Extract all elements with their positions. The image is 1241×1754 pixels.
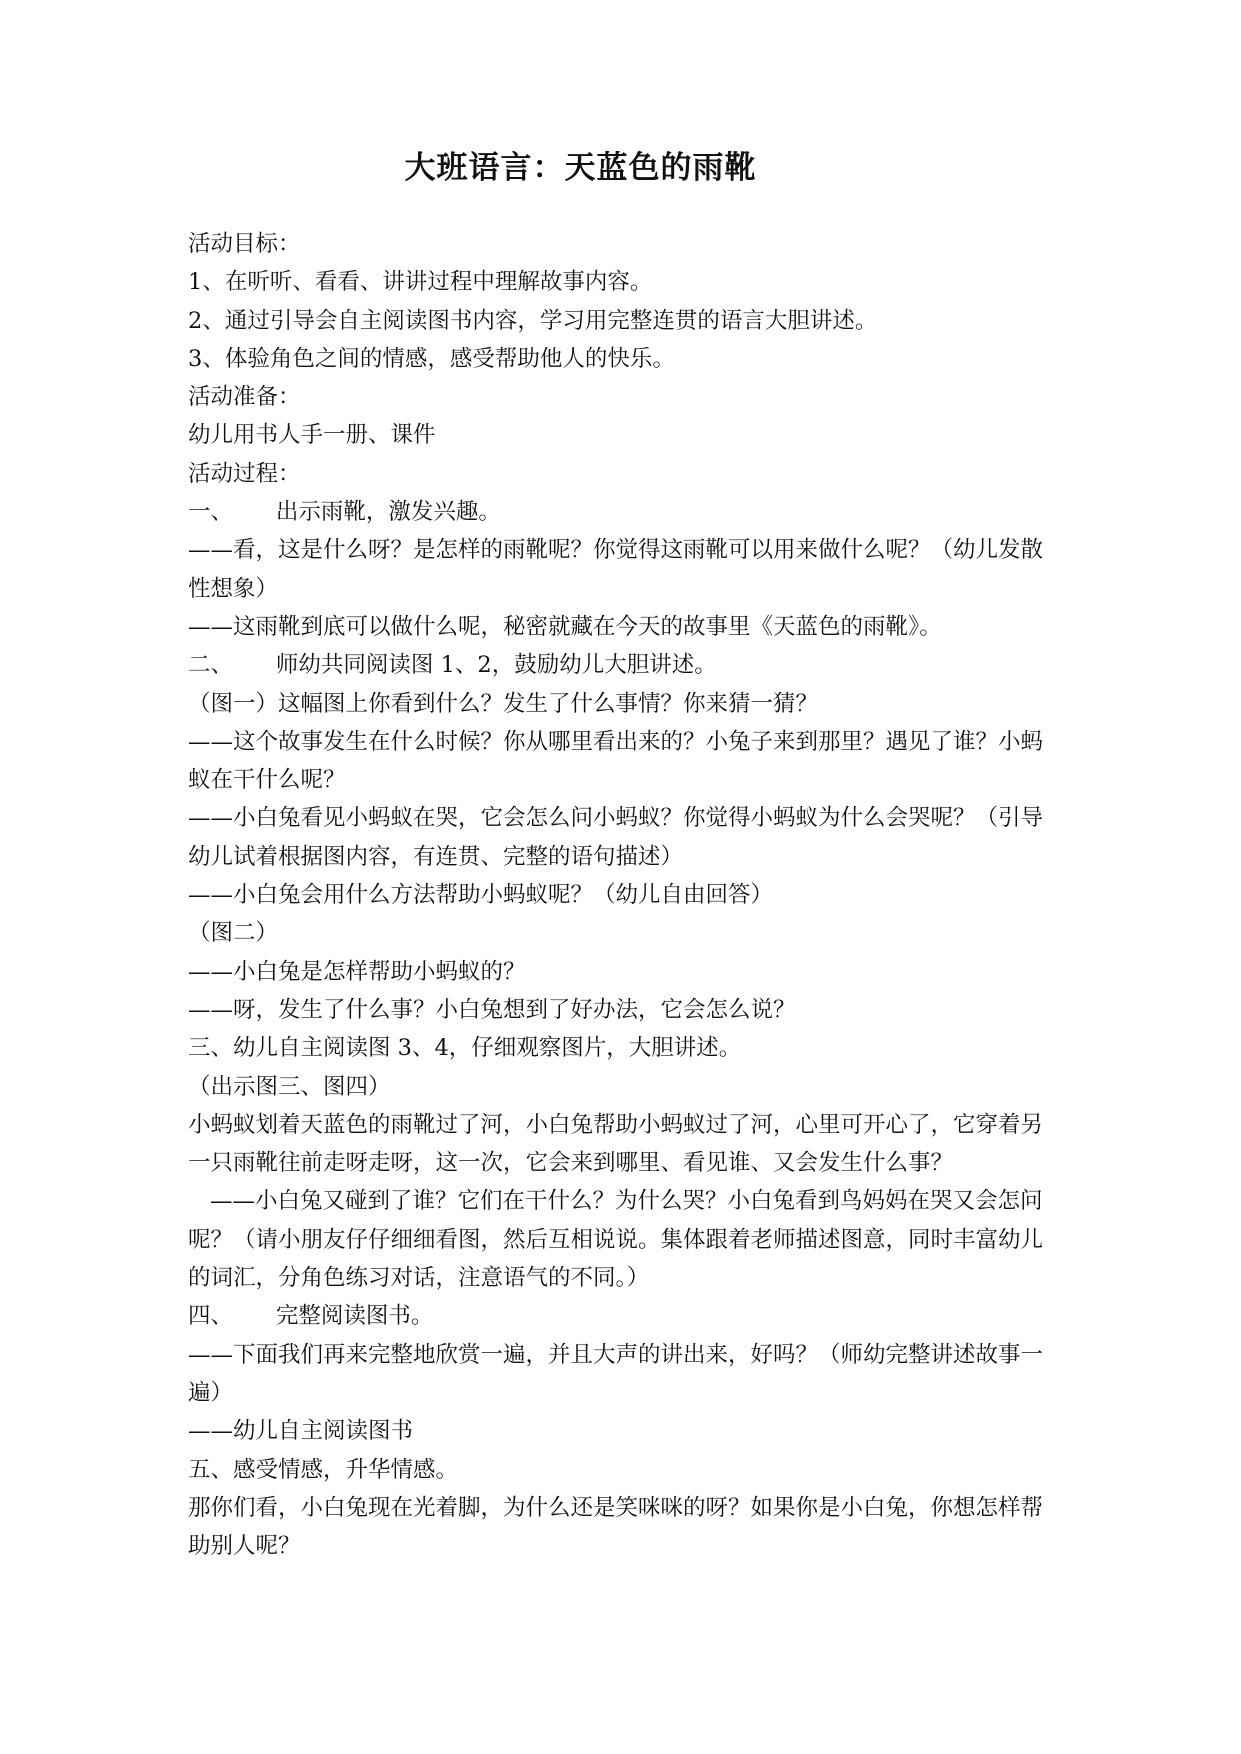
preparation-text: 幼儿用书人手一册、课件 <box>188 422 436 449</box>
goal-item: 3、体验角色之间的情感，感受帮助他人的快乐。 <box>188 345 675 372</box>
step-heading: 五、感受情感，升华情感。 <box>188 1456 459 1483</box>
section-heading-goals: 活动目标： <box>188 231 301 257</box>
step-heading: 一、 出示雨靴，激发兴趣。 <box>188 499 501 526</box>
paragraph: ——幼儿自主阅读图书 <box>188 1418 414 1445</box>
paragraph: ——呀，发生了什么事？小白兔想到了好办法，它会怎么说？ <box>188 996 796 1023</box>
paragraph: ——看，这是什么呀？是怎样的雨靴呢？你觉得这雨靴可以用来做什么呢？（幼儿发散性想象） <box>188 537 1044 602</box>
step-heading: 四、 完整阅读图书。 <box>188 1303 434 1330</box>
paragraph: ——小白兔看见小蚂蚁在哭，它会怎么问小蚂蚁？你觉得小蚂蚁为什么会哭呢？（引导幼儿试着根据图内容，有连贯、完整的语句描述） <box>188 805 1044 870</box>
paragraph: ——这雨靴到底可以做什么呢，秘密就藏在今天的故事里《天蓝色的雨靴》。 <box>188 613 942 640</box>
goal-item: 2、通过引导会自主阅读图书内容，学习用完整连贯的语言大胆讲述。 <box>188 307 878 334</box>
paragraph: ——这个故事发生在什么时候？你从哪里看出来的？小兔子来到那里？遇见了谁？小蚂蚁在干什么呢？ <box>188 728 1044 794</box>
paragraph: （出示图三、图四） <box>188 1073 391 1100</box>
paragraph: 小蚂蚁划着天蓝色的雨靴过了河，小白兔帮助小蚂蚁过了河，心里可开心了，它穿着另一只雨靴往前走呀走呀，这一次，它会来到哪里、看见谁、又会发生什么事？ <box>188 1111 1044 1177</box>
document-title: 大班语言：天蓝色的雨靴 <box>404 150 757 186</box>
step-heading: 二、 师幼共同阅读图 1、2，鼓励幼儿大胆讲述。 <box>188 652 717 679</box>
section-heading-process: 活动过程： <box>188 460 301 487</box>
paragraph: （图一）这幅图上你看到什么？发生了什么事情？你来猜一猜？ <box>188 690 819 717</box>
paragraph: （图二） <box>188 920 279 947</box>
document-body <box>188 225 1060 1565</box>
step-heading: 三、幼儿自主阅读图 3、4，仔细观察图片，大胆讲述。 <box>188 1035 742 1062</box>
goal-item: 1、在听听、看看、讲讲过程中理解故事内容。 <box>188 269 653 296</box>
section-heading-preparation: 活动准备： <box>188 384 301 411</box>
paragraph: 那你们看，小白兔现在光着脚，为什么还是笑咪咪的呀？如果你是小白兔，你想怎样帮助别人呢？ <box>188 1494 1044 1560</box>
paragraph: ——小白兔会用什么方法帮助小蚂蚁呢？（幼儿自由回答） <box>188 882 774 909</box>
paragraph: ——下面我们再来完整地欣赏一遍，并且大声的讲出来，好吗？（师幼完整讲述故事一遍） <box>188 1341 1044 1406</box>
paragraph: ——小白兔又碰到了谁？它们在干什么？为什么哭？小白兔看到鸟妈妈在哭又会怎问呢？（请小朋友仔仔细细看图，然后互相说说。集体跟着老师描述图意，同时丰富幼儿的词汇，分角色练习对话，注意语气的不同。） <box>188 1188 1044 1292</box>
paragraph: ——小白兔是怎样帮助小蚂蚁的？ <box>188 958 526 985</box>
